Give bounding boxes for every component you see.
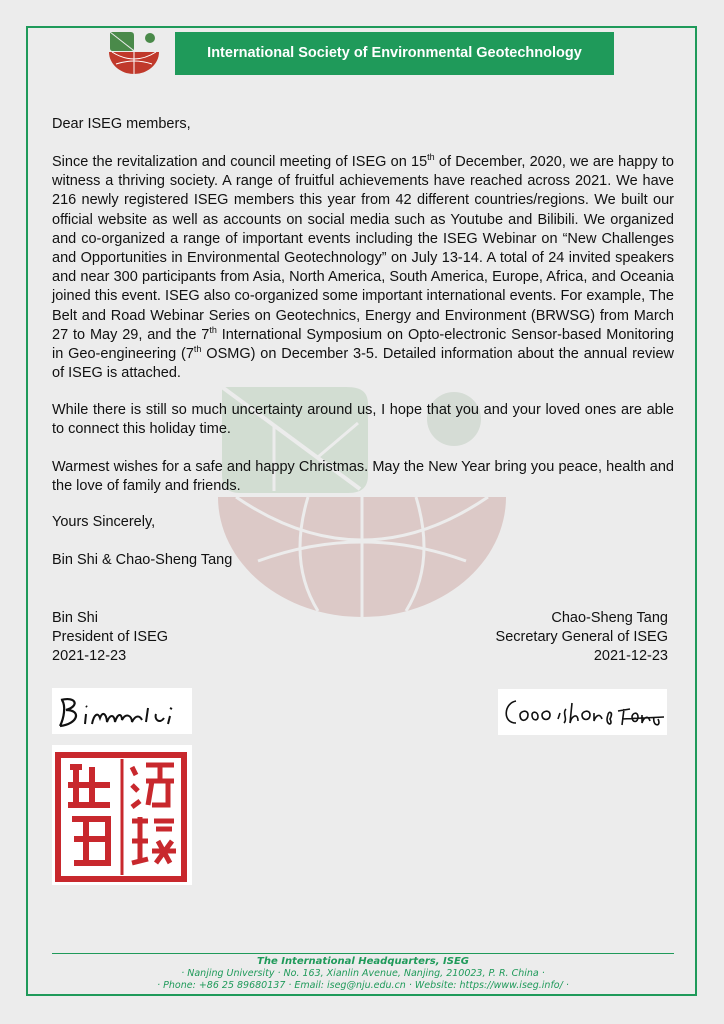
signature-block-right [496, 609, 668, 666]
signer-title-right: Secretary General of ISEG [495, 629, 668, 645]
p1-text-a: Since the revitalization and council meeting of ISEG on 15 [52, 154, 428, 170]
p1-sup-2: th [209, 325, 217, 335]
footer-divider [52, 953, 674, 954]
paragraph-achievements [52, 153, 674, 383]
handwritten-signature-left [52, 688, 192, 734]
paragraph-holiday: While there is still so much uncertainty around us, I hope that you and your loved ones are able to connect this holiday time. [52, 402, 674, 438]
footer-address: · Nanjing University · No. 163, Xianlin Avenue, Nanjing, 210023, P. R. China · [181, 968, 545, 979]
p1-sup-3: th [193, 344, 202, 355]
signer-date-right: 2021-12-23 [593, 648, 668, 664]
p1-text-c: International Symposium on Opto-electronic Sensor-based Monitoring in Geo-engineering (7 [52, 326, 674, 363]
paragraph-wishes: Warmest wishes for a safe and happy Christmas. May the New Year bring you peace, health and the love of family and friends. [52, 459, 674, 495]
footer-hq: The International Headquarters, ISEG [257, 956, 469, 967]
footer [52, 956, 674, 992]
signers-line: Bin Shi & Chao-Sheng Tang [52, 552, 233, 568]
p1-text-b: of December, 2020, we are happy to witness a thriving society. A range of fruitful achievements have reached across 2021. We have 216 newly registered ISEG members this year from 42 different countries/regions. We built our official website as well as accounts on social media such as Youtube and Bilibili. We organized and co-organized a range of important events including the ISEG Webinar on “New Challenges and Opportunities in Environmental Geotechnology” on July 13-14. A total of 24 invited speakers and near 300 participants from Asia, North America, South America, Europe, Africa, and Oceania joined this event. ISEG also co-organized some important international events. For example, The Belt and Road Webinar Series on Geotechnics, Energy and Environment (BRWSG) from March 27 to May 29, and the 7 [52, 154, 674, 343]
greeting: Dear ISEG members, [52, 116, 191, 132]
signer-title-left: President of ISEG [52, 629, 169, 645]
signature-block-left [52, 609, 168, 666]
p1-sup-1: th [427, 152, 435, 163]
red-seal-stamp [52, 745, 192, 885]
signer-name-left: Bin Shi [52, 610, 98, 626]
iseg-logo [108, 30, 160, 76]
handwritten-signature-right [498, 689, 667, 735]
footer-contact: · Phone: +86 25 89680137 · Email: iseg@nju.edu.cn · Website: https://www.iseg.info/ · [157, 980, 569, 991]
header-banner: International Society of Environmental Geotechnology [175, 32, 614, 75]
signer-date-left: 2021-12-23 [52, 648, 127, 664]
p1-text-d: OSMG) on December 3-5. Detailed information about the annual review of ISEG is attached. [52, 346, 674, 382]
signer-name-right: Chao-Sheng Tang [551, 610, 668, 626]
closing: Yours Sincerely, [52, 514, 156, 530]
